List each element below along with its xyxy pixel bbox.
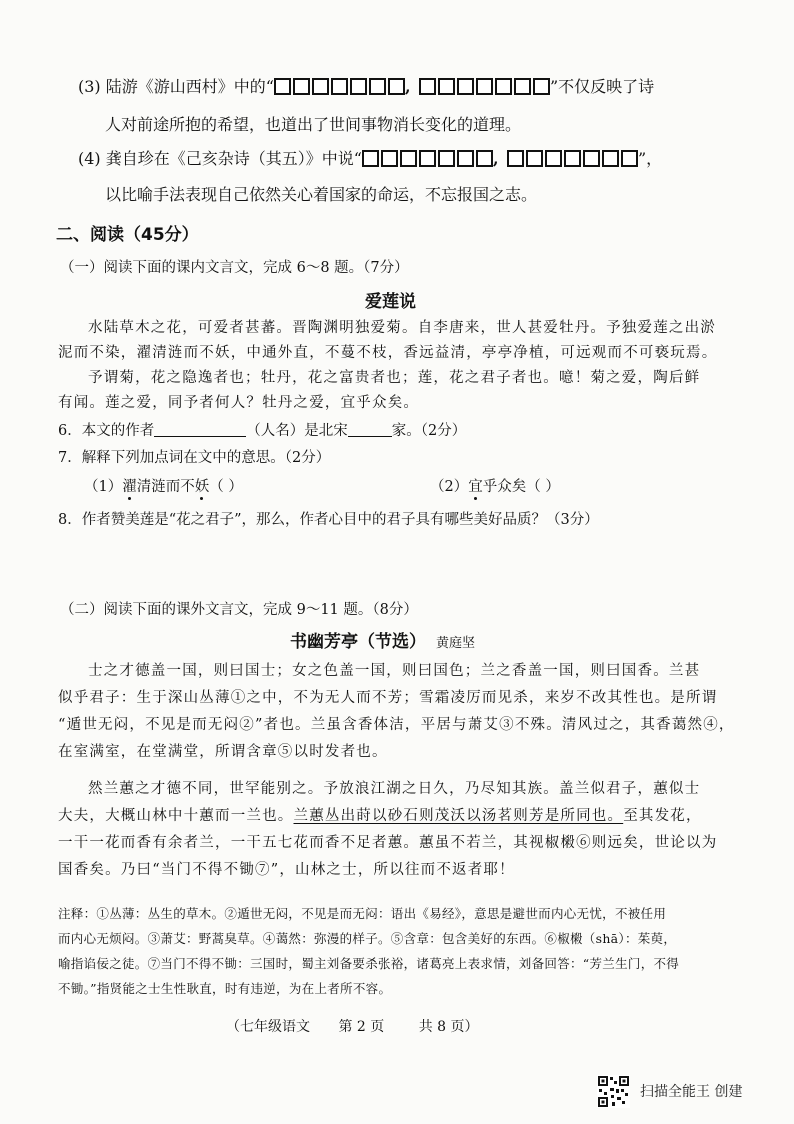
qr-code-icon [597, 1075, 630, 1108]
question-3-line-2: 人对前途所抱的希望，也道出了世间事物消长变化的道理。 [105, 115, 522, 134]
notes-line-3: 喻指谄佞之徒。⑦当门不得不锄：三国时，蜀主刘备要杀张裕，诸葛亮上表求情，刘备回答：“芳兰生门，不得 [58, 956, 680, 971]
item-number: （1） [84, 479, 123, 495]
passage-1-line-2: 泥而不染，濯清涟而不妖，中通外直，不蔓不枝，香远益清，亭亭净植，可远观而不可亵玩焉。 [58, 345, 718, 361]
question-8: 8．作者赞美莲是“花之君子”，那么，作者心目中的君子具有哪些美好品质？（3分） [58, 512, 599, 528]
passage-2-line-6 [58, 804, 702, 825]
question-3-prefix: (3) 陆游《游山西村》中的“ [78, 77, 274, 96]
author-blank[interactable] [154, 422, 246, 437]
underlined-sentence: 兰蕙丛出莳以砂石则茂沃以汤茗则芳是所同也。 [293, 808, 624, 824]
question-4-line-1: (4) 龚自珍在《己亥杂诗（其五）》中说“ , ”， [78, 149, 663, 168]
passage-2-line-5: 然兰蕙之才德不同，世罕能别之。予放浪江湖之日久，乃尽知其族。盖兰似君子，蕙似士 [88, 781, 701, 797]
footer-total-pages: 共 8 页） [418, 1019, 479, 1035]
question-4-prefix: (4) 龚自珍在《己亥杂诗（其五）》中说“ [78, 149, 362, 168]
passage-1-line-3: 予谓菊，花之隐逸者也；牡丹，花之富贵者也；莲，花之君子者也。噫！菊之爱，陶后鲜 [88, 370, 701, 386]
question-6 [58, 419, 466, 440]
footer-course: （七年级语文 [226, 1019, 310, 1035]
question-7-item-1 [84, 475, 243, 496]
passage-2-line-2: 似乎君子：生于深山丛薄①之中，不为无人而不芳；雪霜凌厉而见杀，来岁不改其性也。是所谓 [58, 690, 718, 706]
passage-2-line-6-text: 大夫，大概山林中十蕙而一兰也。 [58, 808, 294, 824]
dotted-word: 妖 [194, 479, 210, 495]
scanner-watermark-text: 扫描全能王 创建 [640, 1084, 743, 1100]
dotted-word: 濯 [122, 479, 137, 495]
dotted-word: 宜 [468, 479, 483, 495]
footer-page-number: 第 2 页 [338, 1019, 385, 1035]
phrase-text: 清涟而不 [136, 479, 195, 495]
notes-line-2: 而内心无烦闷。③萧艾：野蒿臭草。④蔼然：弥漫的样子。⑤含章：包含美好的东西。⑥椒樧（shā）：茱萸， [58, 931, 677, 946]
question-6-text-a: 6．本文的作者 [58, 423, 155, 439]
answer-boxes-4a[interactable] [362, 150, 493, 167]
passage-2-line-4: 在室满室，在堂满堂，所谓含章⑤以时发者也。 [58, 744, 388, 760]
answer-paren[interactable]: （ ） [209, 479, 243, 495]
answer-boxes-3b[interactable] [419, 78, 550, 95]
question-3-suffix: ”不仅反映了诗 [549, 77, 655, 96]
question-4-suffix: ”， [637, 149, 663, 168]
passage-2-line-6-end: 至其发花， [623, 808, 702, 824]
passage-2-title-text: 书幽芳亭（节选） [290, 632, 426, 652]
passage-2-line-3: “遁世无闷，不见是而无闷②”者也。兰虽含香体洁，平居与萧艾③不殊。清风过之，其香蔼然④， [58, 717, 735, 733]
passage-1-title: 爱莲说 [365, 292, 416, 312]
passage-2-author: 黄庭坚 [436, 636, 476, 651]
answer-paren[interactable]: （ ） [526, 479, 560, 495]
notes-line-4: 不锄。”指贤能之士生性耿直，时有违逆，为在上者所不容。 [58, 981, 392, 996]
phrase-text: 乎众矣 [482, 479, 527, 495]
question-7-item-2 [430, 475, 560, 496]
passage-2-line-7: 一干一花而香有余者兰，一干五七花而香不足者蕙。蕙虽不若兰，其视椒樧⑥则远矣，世论以为 [58, 835, 718, 851]
item-number: （2） [430, 479, 469, 495]
passage-1-line-4: 有闻。莲之爱，同予者何人？牡丹之爱，宜乎众矣。 [58, 395, 420, 411]
question-6-text-c: 家。（2分） [391, 423, 467, 439]
answer-boxes-4b[interactable] [507, 150, 638, 167]
part-2-instruction: （二）阅读下面的课外文言文，完成 9～11 题。（8分） [60, 602, 418, 618]
passage-1-line-1: 水陆草木之花，可爱者甚蕃。晋陶渊明独爱菊。自李唐来，世人甚爱牡丹。予独爱莲之出淤 [88, 320, 716, 336]
part-1-instruction: （一）阅读下面的课内文言文，完成 6～8 题。（7分） [60, 260, 409, 276]
passage-2-line-8: 国香矣。乃曰“当门不得不锄⑦”，山林之士，所以往而不返者耶！ [58, 862, 515, 878]
question-3-line-1: (3) 陆游《游山西村》中的“ , ”不仅反映了诗 [78, 77, 655, 96]
genre-blank[interactable] [348, 422, 392, 437]
question-6-text-b: （人名）是北宋 [246, 423, 348, 439]
question-7: 7．解释下列加点词在文中的意思。（2分） [58, 450, 331, 466]
page-footer [226, 1016, 479, 1036]
passage-2-title [290, 627, 475, 652]
answer-boxes-3a[interactable] [274, 78, 405, 95]
passage-2-line-1: 士之才德盖一国，则曰国士；女之色盖一国，则曰国色；兰之香盖一国，则曰国香。兰甚 [88, 663, 701, 679]
section-heading: 二、阅读（45分） [56, 225, 199, 245]
notes-line-1: 注释：①丛薄：丛生的草木。②遁世无闷，不见是而无闷：语出《易经》，意思是避世而内心无忧，不被任用 [58, 906, 667, 921]
question-4-line-2: 以比喻手法表现自己依然关心着国家的命运，不忘报国之志。 [105, 185, 538, 204]
